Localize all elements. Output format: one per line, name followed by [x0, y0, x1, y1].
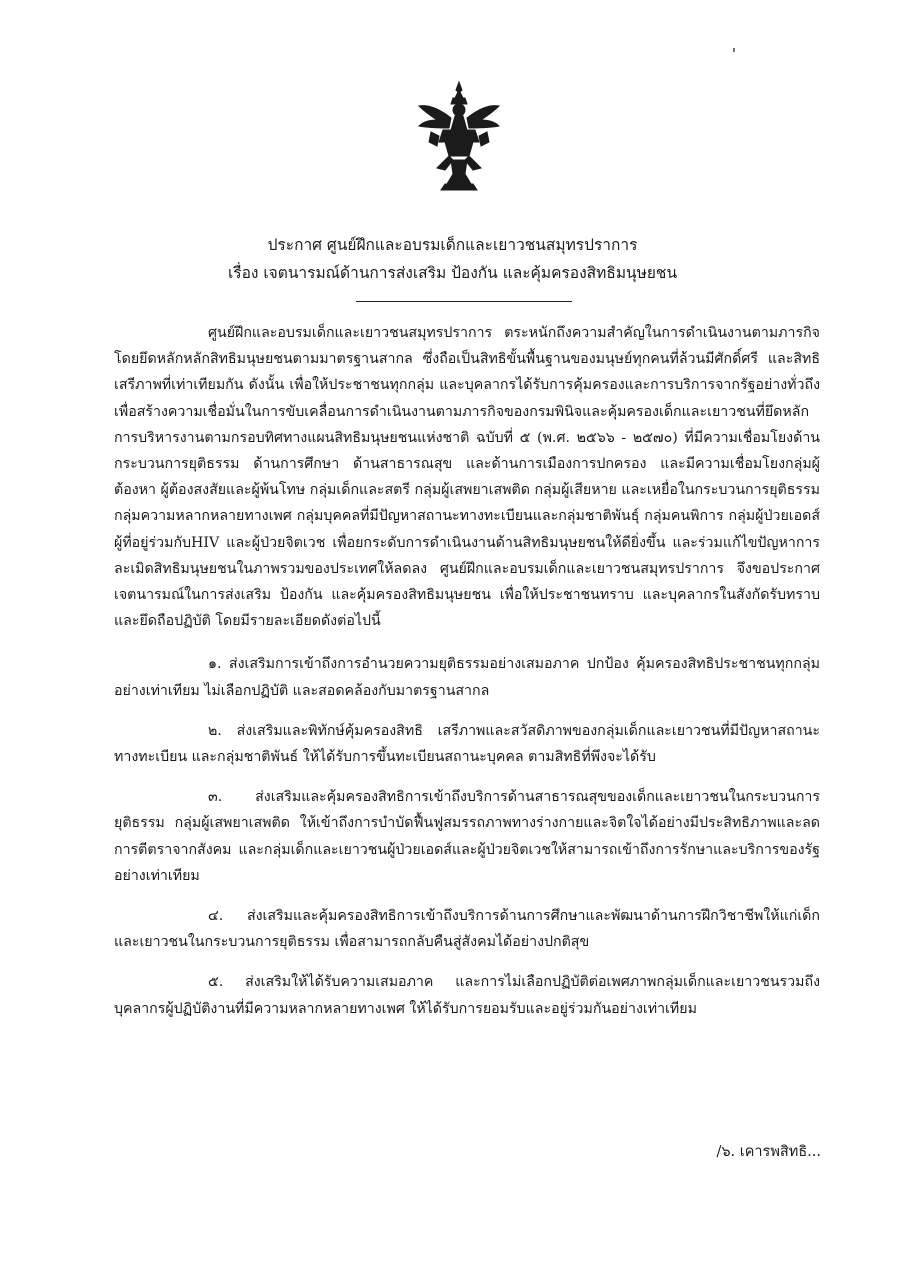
list-item: ๓. ส่งเสริมและคุ้มครองสิทธิการเข้าถึงบริการด้านสาธารณสุขของเด็กและเยาวชนในกระบวนการยุติธรรม กลุ่มผู้เสพยาเสพติด ให้เข้าถึงการบำบัดฟื้นฟูสมรรถภาพทางร่างกายและจิตใจได้อย่างมีประสิทธิภาพและลดการตีตราจากสังคม และกลุ่มเด็กและเยาวชนผู้ป่วยเอดส์และผู้ป่วยจิตเวชให้สามารถเข้าถึงการรักษาและบริการของรัฐอย่างเท่าเทียม: [114, 789, 820, 884]
announcement-subject: เรื่อง เจตนารมณ์ด้านการส่งเสริม ป้องกัน และคุ้มครองสิทธิมนุษยชน: [227, 264, 678, 282]
list-item: ๕. ส่งเสริมให้ได้รับความเสมอภาค และการไม่เลือกปฏิบัติต่อเพศภาพกลุ่มเด็กและเยาวชนรวมถึงบุคลากรผู้ปฏิบัติงานที่มีความหลากหลายทางเพศ ให้ได้รับการยอมรับและอยู่ร่วมกันอย่างเท่าเทียม: [114, 974, 820, 1017]
title-divider: [356, 301, 572, 302]
list-item: ๑. ส่งเสริมการเข้าถึงการอำนวยความยุติธรรมอย่างเสมอภาค ปกป้อง คุ้มครองสิทธิประชาชนทุกกลุ่มอย่างเท่าเทียม ไม่เลือกปฏิบัติ และสอดคล้องกับมาตรฐานสากล: [114, 656, 820, 699]
list-item: ๔. ส่งเสริมและคุ้มครองสิทธิการเข้าถึงบริการด้านการศึกษาและพัฒนาด้านการฝึกวิชาชีพให้แก่เด็กและเยาวชนในกระบวนการยุติธรรม เพื่อสามารถกลับคืนสู่สังคมได้อย่างปกติสุข: [114, 908, 820, 951]
continuation-marker: /๖. เคารพสิทธิ...: [716, 1144, 821, 1160]
list-item: ๒. ส่งเสริมและพิทักษ์คุ้มครองสิทธิ เสรีภาพและสวัสดิภาพของกลุ่มเด็กและเยาวชนที่มีปัญหาสถานะทางทะเบียน และกลุ่มชาติพันธ์ ให้ได้รับการขึ้นทะเบียนสถานะบุคคล ตามสิทธิที่พึงจะได้รับ: [114, 722, 820, 766]
announcement-title: ประกาศ ศูนย์ฝึกและอบรมเด็กและเยาวชนสมุทรปราการ: [267, 236, 638, 254]
garuda-emblem-icon: [415, 80, 503, 192]
announcement-body: [114, 320, 820, 1036]
intro-paragraph: ศูนย์ฝึกและอบรมเด็กและเยาวชนสมุทรปราการ ตระหนักถึงความสำคัญในการดำเนินงานตามภารกิจโดยยึดหลักหลักสิทธิมนุษยชนตามมาตรฐานสากล ซึ่งถือเป็นสิทธิขั้นพื้นฐานของมนุษย์ทุกคนที่ล้วนมีศักดิ์ศรี และสิทธิเสรีภาพที่เท่าเทียมกัน ดังนั้น เพื่อให้ประชาชนทุกกลุ่ม และบุคลากรได้รับการคุ้มครองและการบริการจากรัฐอย่างทั่วถึง เพื่อสร้างความเชื่อมั่นในการขับเคลื่อนการดำเนินงานตามภารกิจของกรมพินิจและคุ้มครองเด็กและเยาวชนที่ยึดหลักการบริหารงานตามกรอบทิศทางแผนสิทธิมนุษยชนแห่งชาติ ฉบับที่ ๕ (พ.ศ. ๒๕๖๖ - ๒๕๗๐) ที่มีความเชื่อมโยงด้านกระบวนการยุติธรรม ด้านการศึกษา ด้านสาธารณสุข และด้านการเมืองการปกครอง และมีความเชื่อมโยงกลุ่มผู้ต้องหา ผู้ต้องสงสัยและผู้พ้นโทษ กลุ่มเด็กและสตรี กลุ่มผู้เสพยาเสพติด กลุ่มผู้เสียหาย และเหยื่อในกระบวนการยุติธรรม กลุ่มความหลากหลายทางเพศ กลุ่มบุคคลที่มีปัญหาสถานะทางทะเบียนและกลุ่มชาติพันธุ์ กลุ่มคนพิการ กลุ่มผู้ป่วยเอดส์ ผู้ที่อยู่ร่วมกับHIV และผู้ป่วยจิตเวช เพื่อยกระดับการดำเนินงานด้านสิทธิมนุษยชนให้ดียิ่งขึ้น และร่วมแก้ไขปัญหาการละเมิดสิทธิมนุษยชนในภาพรวมของประเทศให้ลดลง ศูนย์ฝึกและอบรมเด็กและเยาวชนสมุทรปราการ จึงขอประกาศเจตนารมณ์ในการส่งเสริม ป้องกัน และคุ้มครองสิทธิมนุษยชน เพื่อให้ประชาชนทราบ และบุคลากรในสังกัดรับทราบและยึดถือปฏิบัติ โดยมีรายละเอียดดังต่อไปนี้: [114, 325, 820, 630]
scan-speck: [733, 48, 735, 52]
